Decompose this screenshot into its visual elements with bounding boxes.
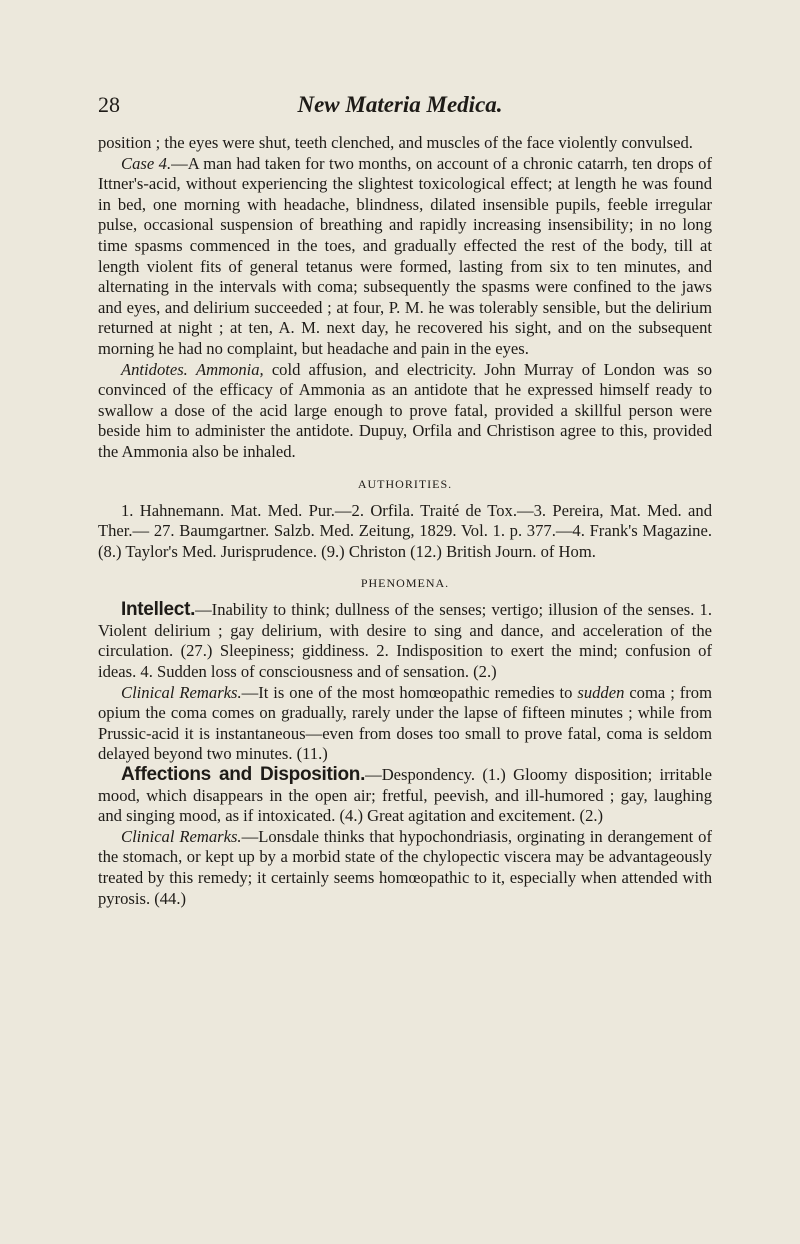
ammonia-term: Ammonia, [195,359,264,379]
authorities-heading: AUTHORITIES. [357,476,453,491]
paragraph-intellect: Intellect.—Inability to think; dullness of the senses; vertigo; illusion of the senses. 1. Violent delirium ; gay delirium, with desire to sing and dance, and acceleration of the circulation. (27.) Sleepiness; giddiness. 2. Indisposition to exert the mind; confusion of ideas. 4. Sudden loss of consciousness and of sensation. (2.) [98,599,712,682]
paragraph-clinical-remarks-2: Clinical Remarks.—Lonsdale thinks that hypochondriasis, orginating in derangement of the stomach, or kept up by a morbid state of the chylopectic viscera may be advantageously treated by this remedy; it certainly seems homœopathic to it, especially when attended with pyrosis. (44.) [98,826,713,908]
phenomena-heading: PHENOMENA. [360,576,450,591]
clinical-remarks-label: Clinical Remarks. [121,826,242,846]
paragraph-clinical-remarks-1: Clinical Remarks.—It is one of the most homœopathic remedies to sudden coma ; from opium the coma comes on gradually, rarely under the lapse of fifteen minutes ; while from Prussic-acid it is instantaneous—even from doses too small to prove fatal, coma is seldom delayed beyond two minutes. (11.) [98,682,713,764]
affections-title: Affections and Disposition. [121,764,366,786]
page-body [98,133,712,909]
clinical-remarks-label: Clinical Remarks. [121,682,242,702]
paragraph-authorities: 1. Hahnemann. Mat. Med. Pur.—2. Orfila. Traité de Tox.—3. Pereira, Mat. Med. and Ther.— 27. Baumgartner. Salzb. Med. Zeitung, 1829. Vol. 1. p. 377.—4. Frank's Magazine. (8.) Taylor's Med. Jurisprudence. (9.) Christon (12.) British Journ. of Hom. [98,500,712,561]
running-title: New Materia Medica. [297,92,503,117]
case-label: Case 4. [121,153,172,173]
page-header [98,92,702,122]
paragraph-antidotes: Antidotes. Ammonia, cold affusion, and electricity. John Murray of London was so convinced of the efficacy of Ammonia as an antidote that he expressed himself ready to swallow a dose of the acid large enough to prove fatal, provided a skillful person were beside him to administer the antidote. Dupuy, Orfila and Christison agree to this, provided the Ammonia also be inhaled. [98,359,712,461]
paragraph-case-4: Case 4.—A man had taken for two months, on account of a chronic catarrh, ten drops of Ittner's-acid, without experiencing the slightest toxicological effect; at length he was found in bed, one morning with headache, blindness, dilated insensible pupils, feeble irregular pulse, occasional suspension of breathing and rapidly increasing insensibility; in no long time spasms commenced in the toes, and gradually effected the rest of the body, till at length violent fits of general tetanus were formed, lasting from six to ten minutes, and alternating in the intervals with coma; subsequently the spasms were confined to the jaws and eyes, and delirium succeeded ; at four, P. M. he was tolerably sensible, but the delirium returned at night ; at ten, A. M. next day, he recovered his sight, and on the subsequent morning he had no complaint, but headache and pain in the eyes. [98,153,713,358]
paragraph-affections: Affections and Disposition.—Despondency. (1.) Gloomy disposition; irritable mood, which disappears in the open air; fretful, peevish, and ill-humored ; gay, laughing and singing mood, as if intoxicated. (4.) Great agitation and excitement. (2.) [98,764,712,826]
page-number: 28 [98,92,120,117]
emphasis-sudden: sudden [577,682,625,702]
antidotes-label: Antidotes. [121,359,188,379]
paragraph-continuation: position ; the eyes were shut, teeth clenched, and muscles of the face violently convulsed. [98,133,693,152]
intellect-title: Intellect. [121,599,196,621]
